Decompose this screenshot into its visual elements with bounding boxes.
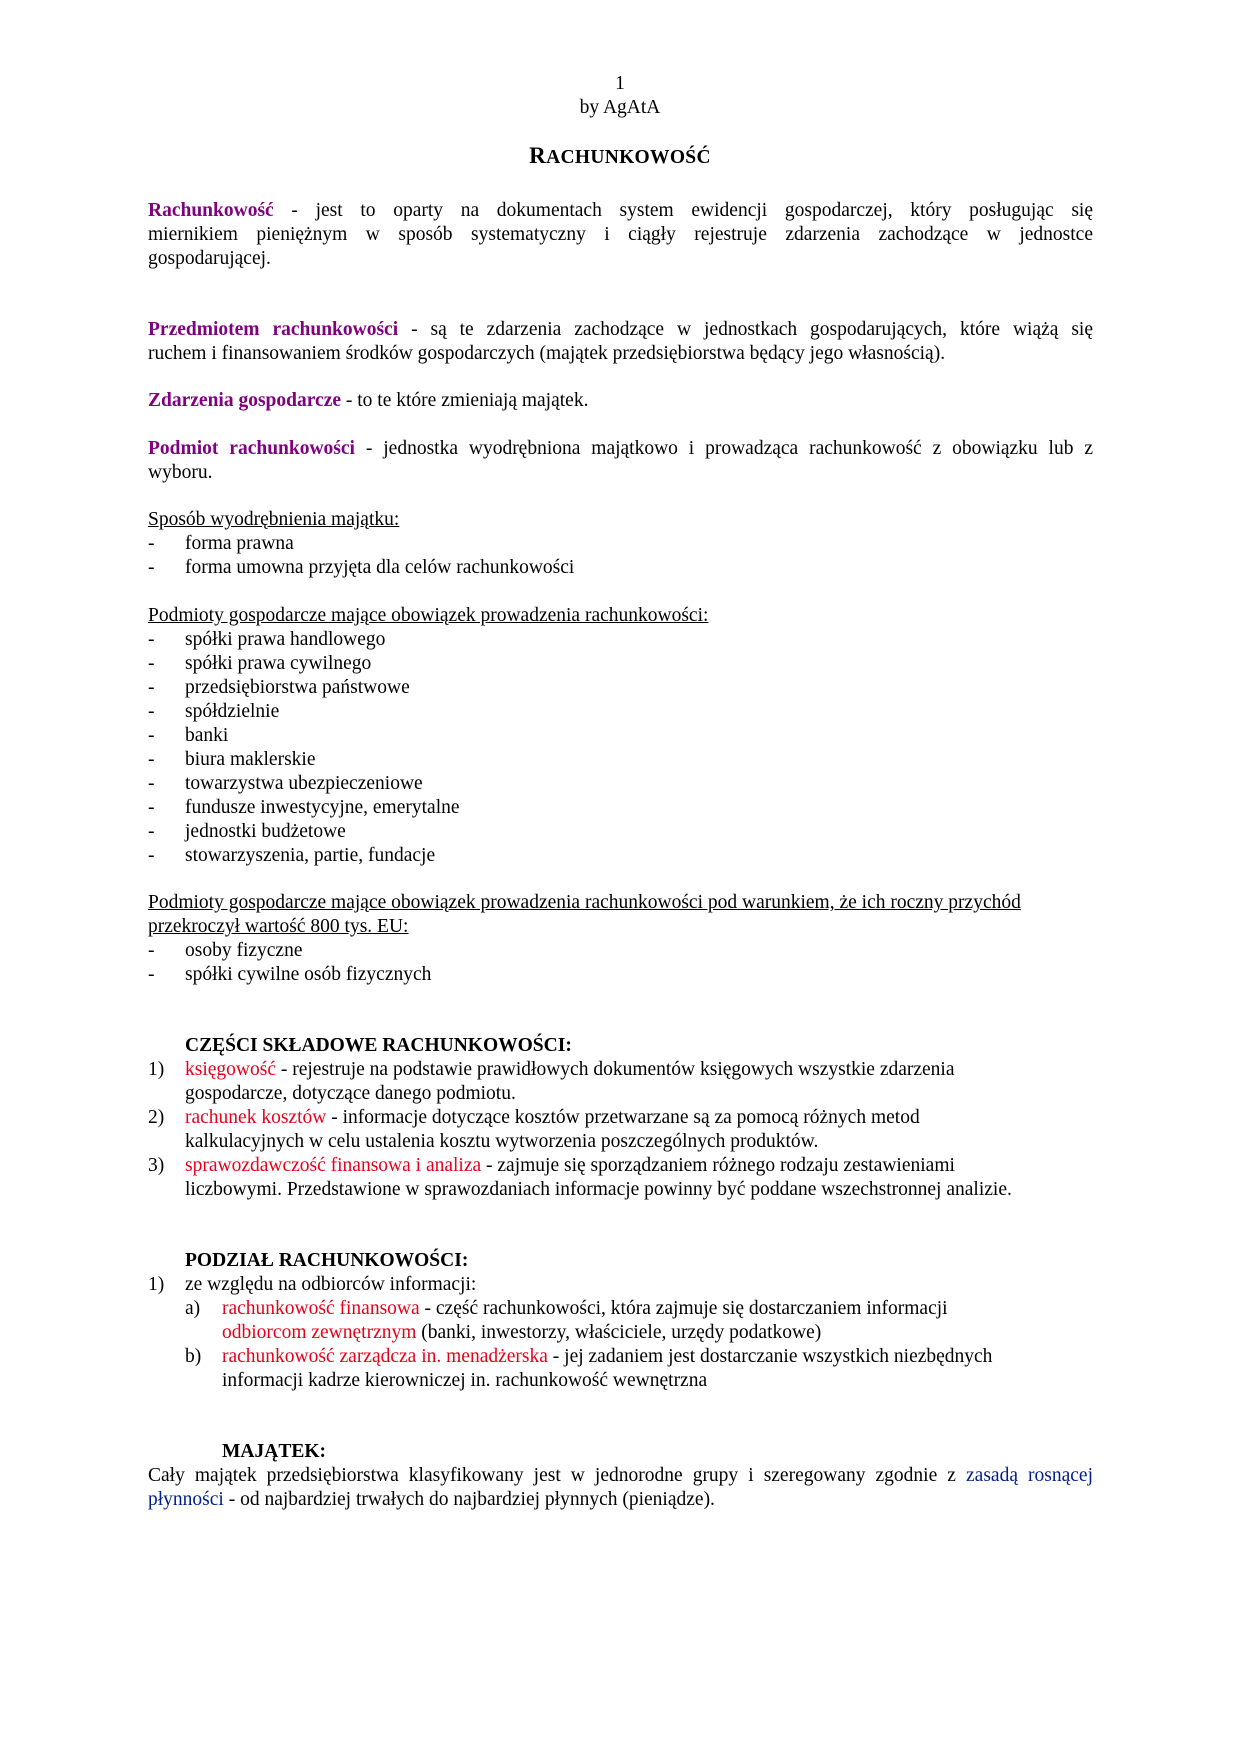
definition-rachunkowosc-line2: miernikiem pieniężnym w sposób systematyczny i ciągły rejestruje zdarzenia zachodzące w jednostce: [148, 224, 1093, 245]
division-cont: (banki, inwestorzy, właściciele, urzędy podatkowe): [416, 1322, 822, 1343]
division-line2: [222, 1369, 707, 1393]
author-line: by AgAtA: [579, 97, 661, 118]
list-item: fundusze inwestycyjne, emerytalne: [185, 797, 460, 818]
list-item: przedsiębiorstwa państwowe: [185, 677, 410, 698]
component-num: 3): [148, 1155, 165, 1176]
definition-zdarzenia: Zdarzenia gospodarcze - to te które zmieniają majątek.: [148, 390, 589, 411]
list-item: spółki cywilne osób fizycznych: [185, 964, 432, 985]
list-item: towarzystwa ubezpieczeniowe: [185, 773, 423, 794]
component-term: rachunek kosztów: [185, 1107, 327, 1128]
definition-przedmiot-line2: ruchem i finansowaniem środków gospodarczych (majątek przedsiębiorstwa będący jego własnością).: [148, 343, 946, 364]
division-line2: [222, 1321, 821, 1345]
assets-line1: Cały majątek przedsiębiorstwa klasyfikowany jest w jednorodne grupy i szeregowany zgodnie z zasadą rosnącej: [148, 1465, 1093, 1486]
list-bullet: -: [148, 845, 155, 866]
division-text: - część rachunkowości, która zajmuje się dostarczaniem informacji: [419, 1298, 948, 1319]
component-line1: [185, 1154, 955, 1178]
list-bullet: -: [148, 677, 155, 698]
list-bullet: -: [148, 749, 155, 770]
list-item: osoby fizyczne: [185, 940, 303, 961]
list-bullet: -: [148, 773, 155, 794]
component-num: 1): [148, 1059, 165, 1080]
list-bullet: -: [148, 629, 155, 650]
list-item: forma prawna: [185, 533, 294, 554]
list-item: biura maklerskie: [185, 749, 316, 770]
component-text: - rejestruje na podstawie prawidłowych dokumentów księgowych wszystkie zdarzenia: [276, 1059, 955, 1080]
component-text: - zajmuje się sporządzaniem różnego rodzaju zestawieniami: [481, 1155, 955, 1176]
title-rest: ACHUNKOWOŚĆ: [546, 147, 711, 168]
conditional-heading-line2: przekroczył wartość 800 tys. EU:: [148, 916, 409, 937]
definition-term: Rachunkowość: [148, 200, 274, 221]
list-item: stowarzyszenia, partie, fundacje: [185, 845, 436, 866]
component-line2: liczbowymi. Przedstawione w sprawozdaniach informacje powinny być poddane wszechstronnej analizie.: [185, 1179, 1012, 1200]
separation-heading: Sposób wyodrębnienia majątku:: [148, 509, 400, 530]
division-red-term: odbiorcom zewnętrznym: [222, 1322, 417, 1343]
list-item: jednostki budżetowe: [185, 821, 346, 842]
definition-term: Zdarzenia gospodarcze: [148, 390, 342, 411]
list-bullet: -: [148, 940, 155, 961]
division-heading: PODZIAŁ RACHUNKOWOŚCI:: [185, 1250, 469, 1271]
component-text: - informacje dotyczące kosztów przetwarzane są za pomocą różnych metod: [326, 1107, 920, 1128]
list-bullet: -: [148, 653, 155, 674]
conditional-heading-line1: Podmioty gospodarcze mające obowiązek prowadzenia rachunkowości pod warunkiem, że ich roczny przychód: [148, 892, 1021, 913]
assets-line2: płynności - od najbardziej trwałych do najbardziej płynnych (pieniądze).: [148, 1489, 715, 1510]
division-letter: a): [185, 1298, 201, 1319]
assets-heading: MAJĄTEK:: [222, 1441, 326, 1462]
component-num: 2): [148, 1107, 165, 1128]
division-cont: informacji kadrze kierowniczej in. rachunkowość wewnętrzna: [222, 1370, 708, 1391]
list-item: banki: [185, 725, 229, 746]
list-item: spółdzielnie: [185, 701, 280, 722]
list-bullet: -: [148, 821, 155, 842]
definition-rachunkowosc-line1: Rachunkowość - jest to oparty na dokumentach system ewidencji gospodarczej, który posługując się: [148, 200, 1093, 221]
component-line1: [185, 1058, 955, 1082]
list-item: forma umowna przyjęta dla celów rachunkowości: [185, 557, 575, 578]
title-first-letter: R: [529, 143, 547, 168]
definition-podmiot-line1: Podmiot rachunkowości - jednostka wyodrębniona majątkowo i prowadząca rachunkowość z obowiązku lub z: [148, 438, 1094, 459]
list-bullet: -: [148, 533, 155, 554]
component-term: księgowość: [185, 1059, 276, 1080]
definition-przedmiot-line1: Przedmiotem rachunkowości - są te zdarzenia zachodzące w jednostkach gospodarujących, które wiążą się: [148, 319, 1093, 340]
division-line1: [222, 1297, 948, 1321]
definition-term: Podmiot rachunkowości: [148, 438, 355, 459]
components-heading: CZĘŚCI SKŁADOWE RACHUNKOWOŚCI:: [185, 1035, 572, 1056]
definition-podmiot-line2: wyboru.: [148, 462, 213, 483]
page-number: 1: [615, 73, 625, 94]
component-term: sprawozdawczość finansowa i analiza: [185, 1155, 482, 1176]
division-letter: b): [185, 1346, 202, 1367]
division-line1: [222, 1345, 992, 1369]
list-bullet: -: [148, 797, 155, 818]
page-title: [0, 144, 1240, 170]
definition-term: Przedmiotem rachunkowości: [148, 319, 399, 340]
component-line1: [185, 1106, 920, 1130]
division-num: 1): [148, 1274, 165, 1295]
division-criterion: ze względu na odbiorców informacji:: [185, 1274, 477, 1295]
division-term: rachunkowość finansowa: [222, 1298, 420, 1319]
component-line2: gospodarcze, dotyczące danego podmiotu.: [185, 1083, 516, 1104]
definition-rachunkowosc-line3: gospodarującej.: [148, 248, 271, 269]
list-item: spółki prawa handlowego: [185, 629, 386, 650]
component-line2: kalkulacyjnych w celu ustalenia kosztu wytworzenia poszczególnych produktów.: [185, 1131, 819, 1152]
assets-link-term: płynności: [148, 1489, 224, 1510]
division-text: - jej zadaniem jest dostarczanie wszystkich niezbędnych: [547, 1346, 993, 1367]
list-bullet: -: [148, 964, 155, 985]
list-bullet: -: [148, 701, 155, 722]
list-item: spółki prawa cywilnego: [185, 653, 372, 674]
obligated-heading: Podmioty gospodarcze mające obowiązek prowadzenia rachunkowości:: [148, 605, 709, 626]
list-bullet: -: [148, 557, 155, 578]
division-term: rachunkowość zarządcza in. menadżerska: [222, 1346, 548, 1367]
assets-link-term: zasadą rosnącej: [966, 1465, 1093, 1486]
list-bullet: -: [148, 725, 155, 746]
